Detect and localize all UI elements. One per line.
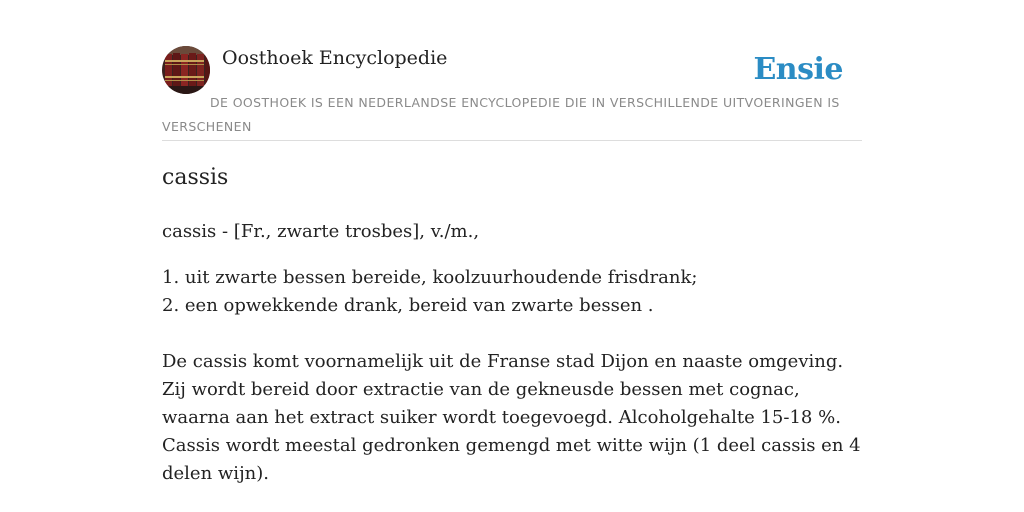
source-name[interactable]: Oosthoek Encyclopedie	[222, 47, 448, 69]
definition-list	[162, 264, 862, 320]
definition-item: 1. uit zwarte bessen bereide, koolzuurhoudende frisdrank;	[162, 267, 698, 288]
encyclopedia-books-icon	[162, 46, 210, 94]
source-avatar[interactable]	[162, 46, 210, 94]
entry-lemma: cassis - [Fr., zwarte trosbes], v./m.,	[162, 221, 480, 242]
source-tagline: DE OOSTHOEK IS EEN NEDERLANDSE ENCYCLOPEDIE DIE IN VERSCHILLENDE UITVOERINGEN IS VERSCHENEN	[162, 95, 840, 134]
entry-description: De cassis komt voornamelijk uit de Franse stad Dijon en naaste omgeving. Zij wordt bereid door extractie van de gekneusde bessen met cognac, waarna aan het extract suiker wordt toegevoegd. Alcoholgehalte 15-18 %. Cassis wordt meestal gedronken gemengd met witte wijn (1 deel cassis en 4 delen wijn).	[162, 351, 861, 484]
entry-title: cassis	[162, 165, 229, 190]
source-header	[162, 46, 862, 141]
brand-logo[interactable]: Ensie	[753, 52, 843, 87]
entry-content	[162, 160, 862, 488]
definition-item: 2. een opwekkende drank, bereid van zwarte bessen .	[162, 295, 654, 316]
